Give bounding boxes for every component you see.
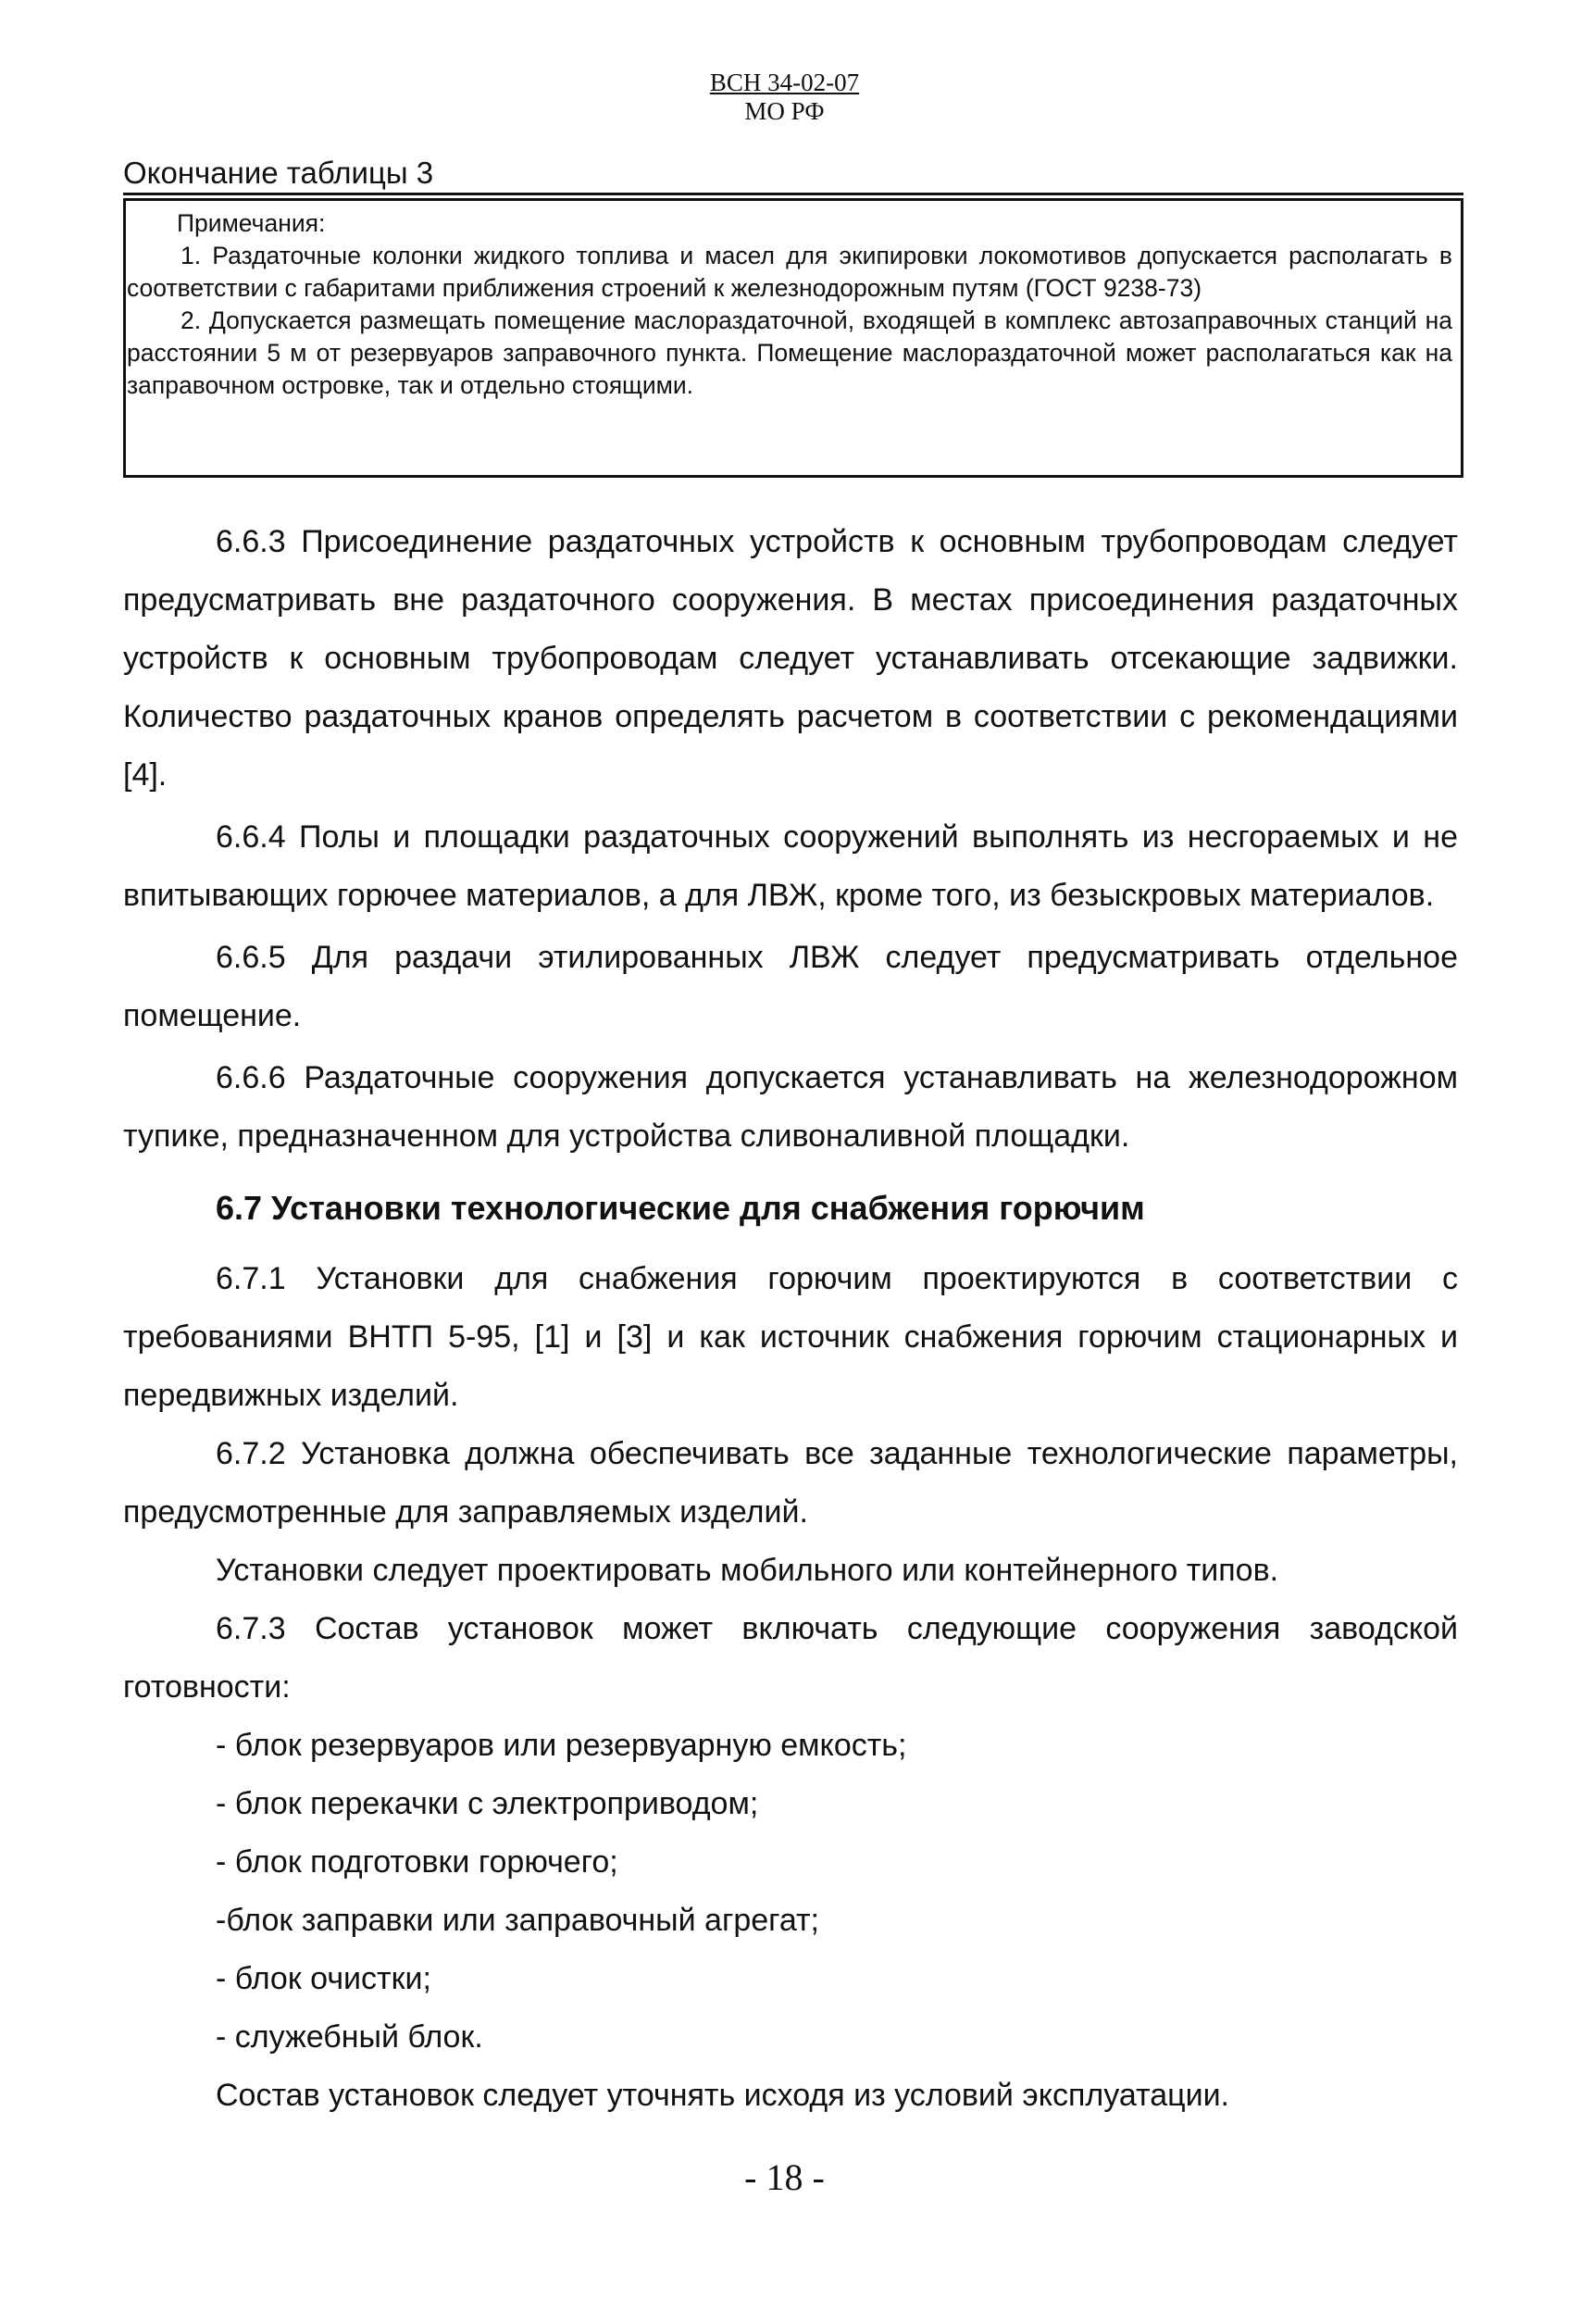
table-caption: Окончание таблицы 3 [123,156,434,190]
document-body [123,513,1458,2125]
document-code: ВСН 34-02-07 [709,69,860,96]
notes-title: Примечания: [177,209,326,237]
paragraph-6-6-4: 6.6.4 Полы и площадки раздаточных сооружений выполнять из несгораемых и не впитывающих горючее материалов, а для ЛВЖ, кроме того, из безыскровых материалов. [123,819,1458,913]
paragraph-composition-note: Состав установок следует уточнять исходя из условий эксплуатации. [216,2078,1230,2113]
list-item: -блок заправки или заправочный агрегат; [216,1903,819,1938]
note-1: 1. Раздаточные колонки жидкого топлива и масел для экипировки локомотивов допускается располагать в соответствии с габаритами приближения строений к железнодорожным путям (ГОСТ 9238-73) [127,242,1452,302]
note-2: 2. Допускается размещать помещение маслораздаточной, входящей в комплекс автозаправочных станций на расстоянии 5 м от резервуаров заправочного пункта. Помещение маслораздаточной может располагаться как на заправочном островке, так и отдельно стоящими. [127,306,1452,399]
paragraph-6-6-3: 6.6.3 Присоединение раздаточных устройств к основным трубопроводам следует предусматривать вне раздаточного сооружения. В местах присоединения раздаточных устройств к основным трубопроводам следует устанавливать отсекающие задвижки. Количество раздаточных кранов определять расчетом в соответствии с рекомендациями [4]. [123,524,1458,793]
table-top-rule [123,193,1463,195]
page-number: - 18 - [744,2156,825,2198]
list-item: - блок очистки; [216,1961,431,1996]
section-heading-6-7: 6.7 Установки технологические для снабжения горючим [216,1189,1145,1227]
paragraph-6-6-5: 6.6.5 Для раздачи этилированных ЛВЖ следует предусматривать отдельное помещение. [123,940,1458,1033]
document-organization: МО РФ [744,97,825,125]
list-item: - блок резервуаров или резервуарную емкость; [216,1728,907,1763]
table-notes [123,207,1456,402]
paragraph-6-7-2-types: Установки следует проектировать мобильного или контейнерного типов. [216,1553,1279,1588]
composition-list [123,1717,1458,2067]
document-header [0,69,1569,126]
list-item: - блок подготовки горючего; [216,1844,618,1880]
paragraph-6-7-1: 6.7.1 Установки для снабжения горючим проектируются в соответствии с требованиями ВНТП 5-95, [1] и [3] и как источник снабжения горючим стационарных и передвижных изделий. [123,1261,1458,1413]
list-item: - блок перекачки с электроприводом; [216,1786,759,1821]
list-item: - служебный блок. [216,2019,483,2055]
paragraph-6-6-6: 6.6.6 Раздаточные сооружения допускается устанавливать на железнодорожном тупике, предназначенном для устройства сливоналивной площадки. [123,1060,1458,1154]
paragraph-6-7-3: 6.7.3 Состав установок может включать следующие сооружения заводской готовности: [123,1611,1458,1705]
paragraph-6-7-2: 6.7.2 Установка должна обеспечивать все заданные технологические параметры, предусмотренные для заправляемых изделий. [123,1436,1458,1530]
